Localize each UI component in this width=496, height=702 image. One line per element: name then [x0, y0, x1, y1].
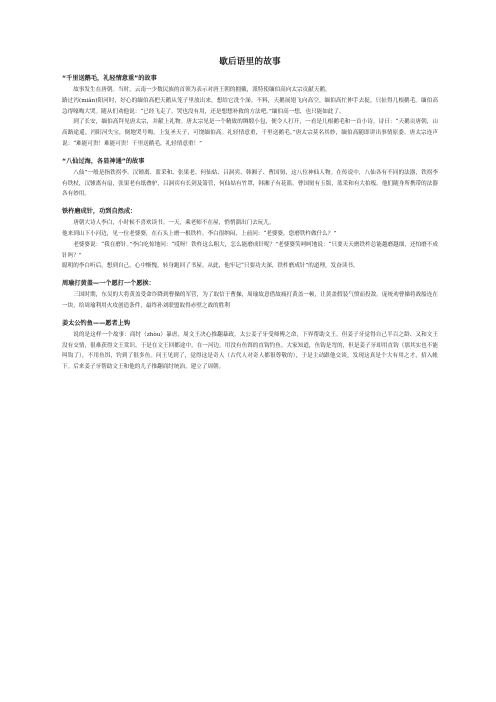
document-page	[62, 56, 438, 380]
body-paragraph: 到了长安，缅伯高拜见唐太宗，并献上礼物。唐太宗见是一个精致的绸缎小包，便令人打开，一看是几根鹅毛和一首小诗。诗曰：“天鹅贡唐朝，山高路途遥。沔阳河失宝，倒地哭号啕。上复圣天子，可饶缅伯高。礼轻情意重，千里送鹅毛。”唐太宗莫名其妙，缅伯高随即讲出事情原委。唐太宗连声说：“难能可贵！难能可贵！千里送鹅毛，礼轻情意重！”	[62, 119, 438, 147]
body-paragraph: 故事发生在唐朝。当时，云南一少数民族的首领为表示对唐王朝的拥戴，派特使缅伯高向太宗贡献天鹅。	[73, 87, 331, 93]
story-section	[62, 319, 438, 373]
body-paragraph: 说的是这样一个故事：商纣（zhòu）暴虐，周文王决心推翻暴政。太公姜子牙受师傅之命，下界帮助文王。但姜子牙觉得自己半百之龄、又和文王没有交情，很难获得文王赏识。于是在文王回都途中，在一河边，用没有鱼饵的直钩钓鱼。大家知道，鱼钩是弯的，但是姜子牙却用直钩（那其实也不能叫钩了），不用鱼饵，钓到了很多鱼。问王见到了，觉得这是奇人（古代人对奇人都很尊敬的），于是主动跟他交谈，发现这真是个大有用之才，招入帐下。后来姜子牙帮助文王和他的儿子推翻商纣统治，建立了周朝。	[62, 331, 438, 371]
body-paragraph: 八仙”一般是指铁拐李、汉锺离、蓝采和、张果老、何仙姑、吕洞宾、韩湘子、曹国舅，这八位神仙人物。在传说中，八仙各有不同的法器，铁拐李有铁杖，汉锺离有扇，张果老有纸叠驴，吕洞宾有长剑及箫管，何仙姑有竹罩，韩湘子有花篮，曹国舅有玉版，蓝采和有大拍板。他们随身所携带的法器各有妙用。	[62, 169, 438, 198]
section-heading: “八仙过海，各显神通”的故事	[62, 157, 145, 165]
story-section	[62, 279, 438, 312]
body-paragraph: 老婆婆说：“我在磨针。”李白吃惊地问：“哎呀！铁杵这么粗大，怎么能磨成针呢？”老婆婆笑呵呵地说：“只要天天磨铁杵总能越磨越细，还怕磨不成针吗？”	[62, 241, 438, 259]
document-title: 歇后语里的故事	[219, 57, 281, 67]
section-heading: 铁杵磨成针，功到自然成：	[62, 208, 137, 216]
body-paragraph: 唐朝大诗人李白，小时候不喜欢读书。一天，乘老师不在屋，悄悄溜出门去玩儿。	[73, 220, 275, 227]
section-heading: 周瑜打黄盖—一个愿打一个愿挨：	[62, 280, 155, 288]
body-paragraph: 聪明的李白听后，想到自己，心中惭愧，转身跑回了书屋。从此，他牢记“只要功夫深，铁杵磨成针”的道理，发奋读书。	[62, 263, 359, 270]
story-section	[62, 157, 438, 200]
body-paragraph: 三国时期，东吴的大将黄盖受命诈降到曹操的军营，为了取信于曹操，周瑜故意借故痛打黄盖一顿，让黄盖假装气愤而投敌。庞统劝曹操将战船连在一块，给周瑜利用火攻创造条件，最终孙刘联盟取得赤壁之战的胜利	[62, 292, 438, 309]
document-body	[62, 74, 438, 373]
body-paragraph: 路过沔(miǎn)阳河时，好心的缅伯高把天鹅从笼子里放出来，想给它洗个澡。不料，天鹅展翅飞向高空。缅伯高忙伸手去捉，只扯得几根鹅毛。缅伯高急得嚎啕大哭。随从们劝他说：“已经飞走了，哭也没有用，还是想想补救的方法吧。”缅伯高一想，也只能如此了。	[62, 97, 438, 115]
story-section	[62, 74, 438, 150]
body-paragraph: 他来到山下小河边，见一位老婆婆，在石头上磨一根铁杵。李白很纳闷，上前问：“老婆婆，您磨铁杵做什么？”	[62, 230, 337, 237]
story-section	[62, 207, 438, 272]
section-heading: 姜太公钓鱼——愿者上钩	[62, 319, 131, 327]
section-heading: “千里送鹅毛，礼轻情意重”的故事	[62, 75, 157, 82]
